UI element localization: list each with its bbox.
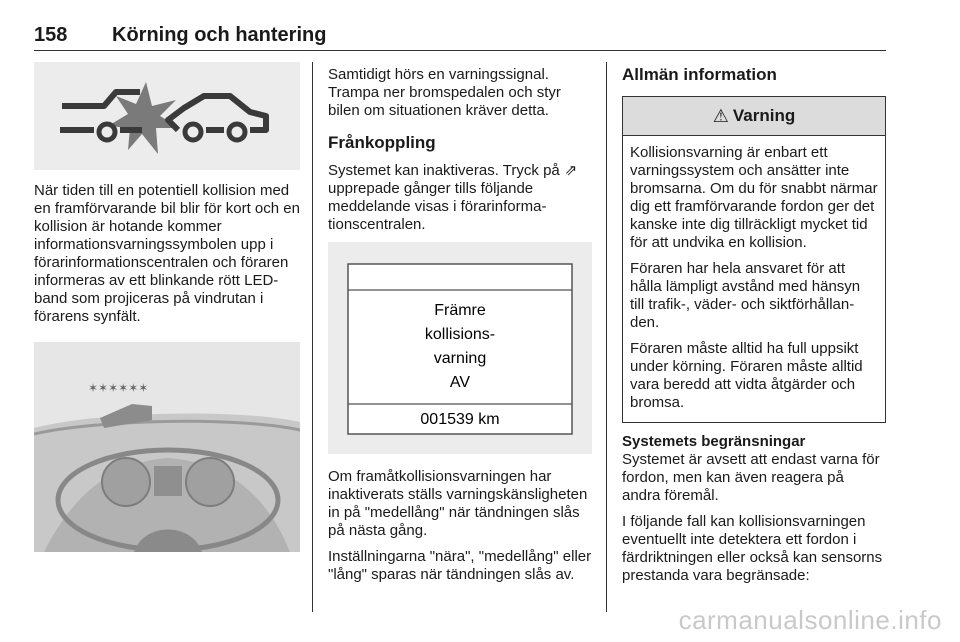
warning-paragraph: Kollisionsvarning är enbart ett varningssystem och ansätter inte bromsarna. Om du för snabbt närmar dig ett framförvarande fordon ger det kanske inte dig tillräckligt mycket tid för att undvika en kollision.: [630, 144, 878, 251]
column-divider: [312, 62, 313, 612]
column-right: [622, 62, 886, 593]
display-line: varning: [433, 350, 487, 367]
center-display: [154, 466, 182, 496]
collision-car-icon: [34, 62, 300, 170]
warning-title: Varning: [732, 106, 796, 125]
front-car-wheel: [229, 124, 245, 140]
page-number: 158: [34, 24, 68, 46]
display-line: Främre: [434, 302, 486, 319]
gauge-left: [102, 458, 150, 506]
paragraph: Systemet kan inaktiveras. Tryck på ⇗ upprepade gånger tills följande meddelande visas i förarinformationscentralen.: [328, 162, 578, 233]
watermark: carmanualsonline.info: [678, 605, 942, 635]
page-title: Körning och hantering: [112, 24, 327, 46]
section-heading: Frånkoppling: [328, 133, 436, 152]
warning-triangle-icon: ⚠: [712, 106, 729, 126]
warning-paragraph: Föraren måste alltid ha full uppsikt under körning. Föraren måste alltid vara beredd att vidta åtgärder och bromsa.: [630, 340, 863, 411]
page-header: [34, 14, 886, 51]
rear-car-wheel: [99, 124, 115, 140]
windshield-led-figure: [34, 342, 300, 552]
dashboard-illustration: [34, 342, 300, 552]
paragraph: Samtidigt hörs en varningssignal. Trampa ner bromspedalen och styr bilen om situationen kräver detta.: [328, 66, 561, 119]
column-left: [34, 62, 300, 552]
collision-warning-button-icon: ⇗: [564, 162, 578, 179]
driver-info-display: [328, 242, 592, 454]
paragraph: Om framåtkollisionsvarningen har inaktiverats ställs varningskänsligheten in på "medellång" när tändningen slås på nästa gång.: [328, 468, 588, 539]
warning-paragraph: Föraren har hela ansvaret för att hålla lämpligt avstånd med hänsyn till trafik-, väder- och siktförhållanden.: [630, 260, 861, 331]
paragraph: Inställningarna "nära", "medellång" eller "lång" sparas när tändningen slås av.: [328, 548, 592, 583]
warning-body: [623, 136, 885, 422]
column-middle: [328, 62, 592, 592]
odometer-reading: 001539 km: [420, 411, 500, 428]
warning-header: [623, 97, 885, 136]
led-band-marks: ✶✶✶✶✶✶: [88, 381, 149, 395]
subsection-heading: Systemets begränsningar: [622, 433, 806, 450]
warning-box: [622, 96, 886, 423]
display-line: AV: [449, 374, 471, 391]
paragraph: Systemet är avsett att endast varna för fordon, men kan även reagera på andra föremål.: [622, 451, 880, 504]
front-car-outline: [168, 96, 266, 130]
paragraph: I följande fall kan kollisionsvarningen eventuellt inte detektera ett fordon i färdriktningen eller också kan sensorns prestanda vara begränsade:: [622, 513, 883, 584]
front-car-wheel: [185, 124, 201, 140]
display-line: kollisions-: [424, 326, 496, 343]
section-heading: Allmän information: [622, 65, 777, 84]
collision-warning-figure: [34, 62, 300, 170]
paragraph: När tiden till en potentiell kollision med en framförvarande bil blir för kort och en kollision är hotande kommer informationsvarningssymbolen upp i förarinformationscentralen och föraren informeras av ett blinkande rött LED-band som projiceras på vindrutan i förarens synfält.: [34, 182, 300, 325]
driver-info-display-figure: [328, 242, 592, 454]
column-divider: [606, 62, 607, 612]
gauge-right: [186, 458, 234, 506]
